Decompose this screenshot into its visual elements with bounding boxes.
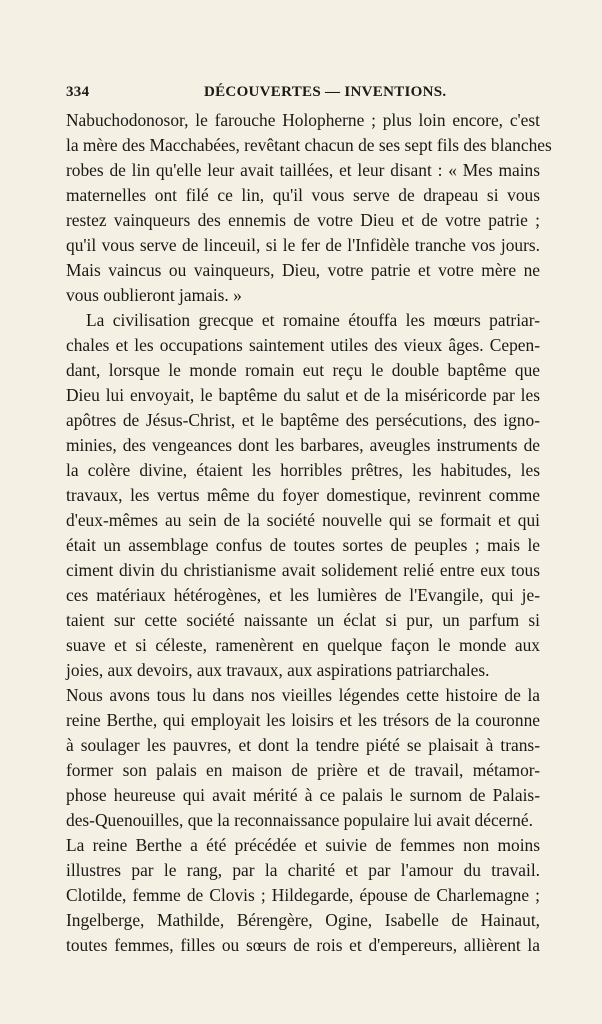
running-header xyxy=(66,84,538,104)
running-title: DÉCOUVERTES — INVENTIONS. xyxy=(204,84,447,100)
text-line: des-Quenouilles, que la reconnaissance populaire lui avait décerné. xyxy=(66,810,533,830)
text-line: vous oublieront jamais. » xyxy=(66,285,242,305)
text-line: ces matériaux hétérogènes, et les lumières de l'Evangile, qui je- xyxy=(66,585,540,605)
text-line: Nous avons tous lu dans nos vieilles légendes cette histoire de la xyxy=(66,685,540,705)
text-line: suave et si céleste, ramenèrent en quelque façon le monde aux xyxy=(66,635,540,655)
text-line: minies, des vengeances dont les barbares, aveugles instruments de xyxy=(66,435,540,455)
text-line: reine Berthe, qui employait les loisirs et les trésors de la couronne xyxy=(66,710,540,730)
text-line: Clotilde, femme de Clovis ; Hildegarde, épouse de Charlemagne ; xyxy=(66,885,540,905)
text-line: apôtres de Jésus-Christ, et le baptême des persécutions, des igno- xyxy=(66,410,540,430)
body-text xyxy=(66,108,552,958)
text-line: Dieu lui envoyait, le baptême du salut et de la miséricorde par les xyxy=(66,385,540,405)
text-line: travaux, les vertus même du foyer domestique, revinrent comme xyxy=(66,485,540,505)
text-line: La civilisation grecque et romaine étouffa les mœurs patriar- xyxy=(86,310,540,330)
text-line: joies, aux devoirs, aux travaux, aux aspirations patriarchales. xyxy=(66,660,490,680)
text-line: former son palais en maison de prière et de travail, métamor- xyxy=(66,760,540,780)
text-line: chales et les occupations saintement utiles des vieux âges. Cepen- xyxy=(66,335,540,355)
text-line: phose heureuse qui avait mérité à ce palais le surnom de Palais- xyxy=(66,785,540,805)
text-line: à soulager les pauvres, et dont la tendre piété se plaisait à trans- xyxy=(66,735,540,755)
text-line: La reine Berthe a été précédée et suivie de femmes non moins xyxy=(66,835,540,855)
text-line: Ingelberge, Mathilde, Bérengère, Ogine, Isabelle de Hainaut, xyxy=(66,910,540,930)
text-line: était un assemblage confus de toutes sortes de peuples ; mais le xyxy=(66,535,540,555)
text-line: Nabuchodonosor, le farouche Holopherne ; plus loin encore, c'est xyxy=(66,110,540,130)
text-line: la colère divine, étaient les horribles prêtres, les habitudes, les xyxy=(66,460,540,480)
text-line: qu'il vous serve de linceuil, si le fer de l'Infidèle tranche vos jours. xyxy=(66,235,540,255)
text-line: restez vainqueurs des ennemis de votre Dieu et de votre patrie ; xyxy=(66,210,540,230)
text-line: toutes femmes, filles ou sœurs de rois et d'empereurs, allièrent la xyxy=(66,935,540,955)
text-line: dant, lorsque le monde romain eut reçu le double baptême que xyxy=(66,360,540,380)
text-line: robes de lin qu'elle leur avait taillées, et leur disant : « Mes mains xyxy=(66,160,540,180)
text-line: illustres par le rang, par la charité et par l'amour du travail. xyxy=(66,860,540,880)
text-line: taient sur cette société naissante un éclat si pur, un parfum si xyxy=(66,610,540,630)
text-line: d'eux-mêmes au sein de la société nouvelle qui se formait et qui xyxy=(66,510,540,530)
text-line: ciment divin du christianisme avait solidement relié entre eux tous xyxy=(66,560,540,580)
page-number: 334 xyxy=(66,84,90,100)
text-line: Mais vaincus ou vainqueurs, Dieu, votre patrie et votre mère ne xyxy=(66,260,540,280)
text-line: maternelles ont filé ce lin, qu'il vous serve de drapeau si vous xyxy=(66,185,540,205)
text-line: la mère des Macchabées, revêtant chacun de ses sept fils des blanches xyxy=(66,135,552,155)
